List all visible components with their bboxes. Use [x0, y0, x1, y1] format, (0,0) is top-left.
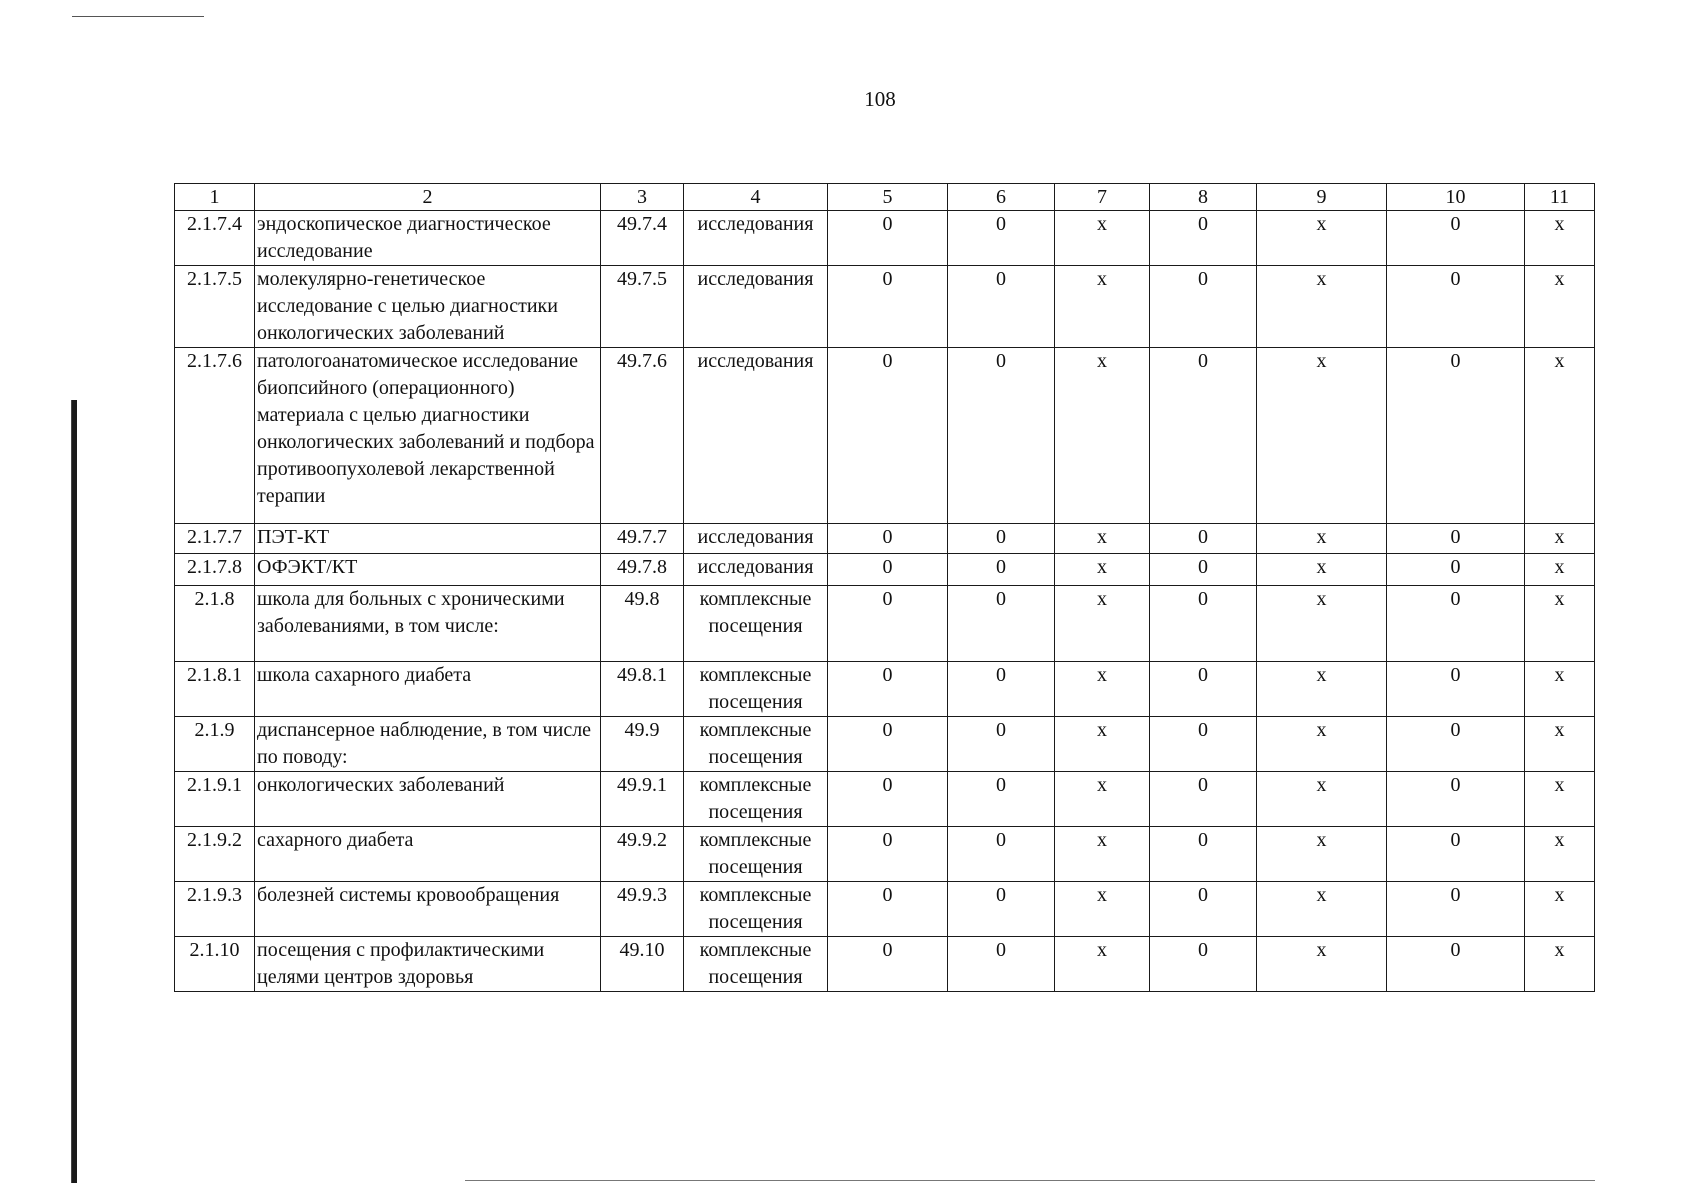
row-value: х: [1257, 211, 1387, 266]
row-value: х: [1257, 348, 1387, 524]
row-name: молекулярно-генетическое исследование с целью диагностики онкологических заболеваний: [255, 266, 601, 348]
table-row: [175, 554, 1595, 586]
row-value: х: [1525, 554, 1595, 586]
row-value: х: [1257, 937, 1387, 992]
row-value: 0: [948, 348, 1055, 524]
row-value: 0: [828, 266, 948, 348]
row-number: 2.1.8: [175, 586, 255, 662]
row-code: 49.8.1: [601, 662, 684, 717]
row-value: х: [1525, 717, 1595, 772]
row-value: х: [1055, 211, 1150, 266]
row-value: х: [1055, 882, 1150, 937]
row-number: 2.1.7.8: [175, 554, 255, 586]
row-code: 49.9.2: [601, 827, 684, 882]
table-row: [175, 827, 1595, 882]
row-number: 2.1.9.2: [175, 827, 255, 882]
row-unit: комплексные посещения: [684, 772, 828, 827]
row-code: 49.9.3: [601, 882, 684, 937]
row-value: х: [1055, 772, 1150, 827]
row-code: 49.7.6: [601, 348, 684, 524]
row-value: х: [1055, 937, 1150, 992]
row-name: диспансерное наблюдение, в том числе по поводу:: [255, 717, 601, 772]
row-number: 2.1.9: [175, 717, 255, 772]
row-value: 0: [1150, 937, 1257, 992]
row-name: школа для больных с хроническими заболеваниями, в том числе:: [255, 586, 601, 662]
row-value: 0: [828, 772, 948, 827]
column-header: 11: [1525, 184, 1595, 211]
row-name: сахарного диабета: [255, 827, 601, 882]
row-name: посещения с профилактическими целями центров здоровья: [255, 937, 601, 992]
row-value: 0: [1150, 348, 1257, 524]
row-value: х: [1055, 662, 1150, 717]
row-value: 0: [948, 662, 1055, 717]
row-value: 0: [948, 937, 1055, 992]
row-value: х: [1525, 827, 1595, 882]
row-value: 0: [1387, 662, 1525, 717]
table-header-row: [175, 184, 1595, 211]
column-header: 5: [828, 184, 948, 211]
row-value: 0: [1150, 662, 1257, 717]
row-name: эндоскопическое диагностическое исследование: [255, 211, 601, 266]
row-value: 0: [948, 211, 1055, 266]
row-value: 0: [948, 772, 1055, 827]
row-value: х: [1525, 772, 1595, 827]
row-code: 49.9: [601, 717, 684, 772]
row-number: 2.1.7.6: [175, 348, 255, 524]
row-unit: комплексные посещения: [684, 937, 828, 992]
row-unit: комплексные посещения: [684, 882, 828, 937]
column-header: 3: [601, 184, 684, 211]
row-value: 0: [828, 717, 948, 772]
column-header: 10: [1387, 184, 1525, 211]
row-value: х: [1257, 554, 1387, 586]
row-value: 0: [948, 266, 1055, 348]
row-value: 0: [828, 882, 948, 937]
table-row: [175, 266, 1595, 348]
row-unit: комплексные посещения: [684, 717, 828, 772]
row-value: 0: [948, 827, 1055, 882]
column-header: 9: [1257, 184, 1387, 211]
row-unit: исследования: [684, 554, 828, 586]
column-header: 6: [948, 184, 1055, 211]
table-row: [175, 662, 1595, 717]
row-value: 0: [828, 937, 948, 992]
row-value: 0: [1150, 211, 1257, 266]
row-code: 49.9.1: [601, 772, 684, 827]
column-header: 2: [255, 184, 601, 211]
row-value: х: [1055, 554, 1150, 586]
row-unit: исследования: [684, 266, 828, 348]
column-header: 7: [1055, 184, 1150, 211]
row-value: х: [1055, 586, 1150, 662]
row-unit: исследования: [684, 348, 828, 524]
row-value: х: [1525, 937, 1595, 992]
row-value: х: [1257, 524, 1387, 554]
row-value: х: [1055, 717, 1150, 772]
row-value: х: [1525, 882, 1595, 937]
row-value: 0: [1150, 266, 1257, 348]
table-row: [175, 937, 1595, 992]
row-value: х: [1257, 717, 1387, 772]
row-value: 0: [828, 348, 948, 524]
row-value: 0: [1150, 882, 1257, 937]
row-value: 0: [948, 554, 1055, 586]
row-name: патологоанатомическое исследование биопсийного (операционного) материала с целью диагностики онкологических заболеваний и подбора противоопухолевой лекарственной терапии: [255, 348, 601, 524]
row-code: 49.7.4: [601, 211, 684, 266]
page-number: 108: [864, 87, 896, 111]
row-name: ПЭТ-КТ: [255, 524, 601, 554]
row-value: 0: [828, 554, 948, 586]
row-unit: комплексные посещения: [684, 827, 828, 882]
row-name: онкологических заболеваний: [255, 772, 601, 827]
row-value: х: [1525, 211, 1595, 266]
row-number: 2.1.10: [175, 937, 255, 992]
table-row: [175, 772, 1595, 827]
table-row: [175, 211, 1595, 266]
row-value: 0: [1387, 937, 1525, 992]
row-value: х: [1055, 266, 1150, 348]
row-value: 0: [948, 717, 1055, 772]
row-value: 0: [1387, 772, 1525, 827]
row-value: 0: [1150, 827, 1257, 882]
row-value: х: [1257, 772, 1387, 827]
row-value: 0: [1387, 266, 1525, 348]
row-code: 49.10: [601, 937, 684, 992]
row-unit: комплексные посещения: [684, 586, 828, 662]
scan-binding-edge-line: [71, 400, 72, 1183]
row-value: 0: [1150, 772, 1257, 827]
row-value: 0: [1387, 586, 1525, 662]
row-value: 0: [828, 662, 948, 717]
row-number: 2.1.7.7: [175, 524, 255, 554]
row-number: 2.1.8.1: [175, 662, 255, 717]
scan-bottom-line: [465, 1180, 1595, 1181]
row-value: 0: [948, 586, 1055, 662]
row-value: х: [1525, 524, 1595, 554]
row-value: 0: [1387, 211, 1525, 266]
row-value: 0: [828, 827, 948, 882]
row-value: 0: [1150, 586, 1257, 662]
row-code: 49.7.7: [601, 524, 684, 554]
row-value: х: [1055, 348, 1150, 524]
row-value: 0: [1387, 554, 1525, 586]
row-value: 0: [1387, 827, 1525, 882]
table-row: [175, 524, 1595, 554]
row-name: школа сахарного диабета: [255, 662, 601, 717]
row-value: х: [1055, 827, 1150, 882]
row-value: 0: [1387, 524, 1525, 554]
row-code: 49.8: [601, 586, 684, 662]
row-value: 0: [1387, 717, 1525, 772]
row-unit: исследования: [684, 524, 828, 554]
row-value: 0: [828, 211, 948, 266]
table-row: [175, 717, 1595, 772]
row-code: 49.7.5: [601, 266, 684, 348]
row-value: х: [1525, 348, 1595, 524]
scan-mark-top: [72, 16, 204, 17]
row-value: х: [1257, 827, 1387, 882]
row-value: 0: [1150, 717, 1257, 772]
row-value: х: [1257, 266, 1387, 348]
row-value: х: [1525, 586, 1595, 662]
row-unit: комплексные посещения: [684, 662, 828, 717]
table-row: [175, 882, 1595, 937]
row-value: х: [1257, 662, 1387, 717]
row-value: 0: [1387, 882, 1525, 937]
row-number: 2.1.9.1: [175, 772, 255, 827]
row-value: 0: [948, 524, 1055, 554]
row-value: 0: [828, 586, 948, 662]
table-row: [175, 586, 1595, 662]
row-value: х: [1257, 586, 1387, 662]
row-name: ОФЭКТ/КТ: [255, 554, 601, 586]
row-number: 2.1.9.3: [175, 882, 255, 937]
row-number: 2.1.7.4: [175, 211, 255, 266]
column-header: 1: [175, 184, 255, 211]
row-code: 49.7.8: [601, 554, 684, 586]
row-value: х: [1525, 662, 1595, 717]
column-header: 8: [1150, 184, 1257, 211]
row-number: 2.1.7.5: [175, 266, 255, 348]
row-value: х: [1257, 882, 1387, 937]
row-name: болезней системы кровообращения: [255, 882, 601, 937]
row-value: х: [1525, 266, 1595, 348]
row-value: 0: [948, 882, 1055, 937]
column-header: 4: [684, 184, 828, 211]
row-value: 0: [828, 524, 948, 554]
row-unit: исследования: [684, 211, 828, 266]
row-value: х: [1055, 524, 1150, 554]
data-table: [174, 183, 1595, 992]
row-value: 0: [1150, 524, 1257, 554]
row-value: 0: [1387, 348, 1525, 524]
table-row: [175, 348, 1595, 524]
row-value: 0: [1150, 554, 1257, 586]
